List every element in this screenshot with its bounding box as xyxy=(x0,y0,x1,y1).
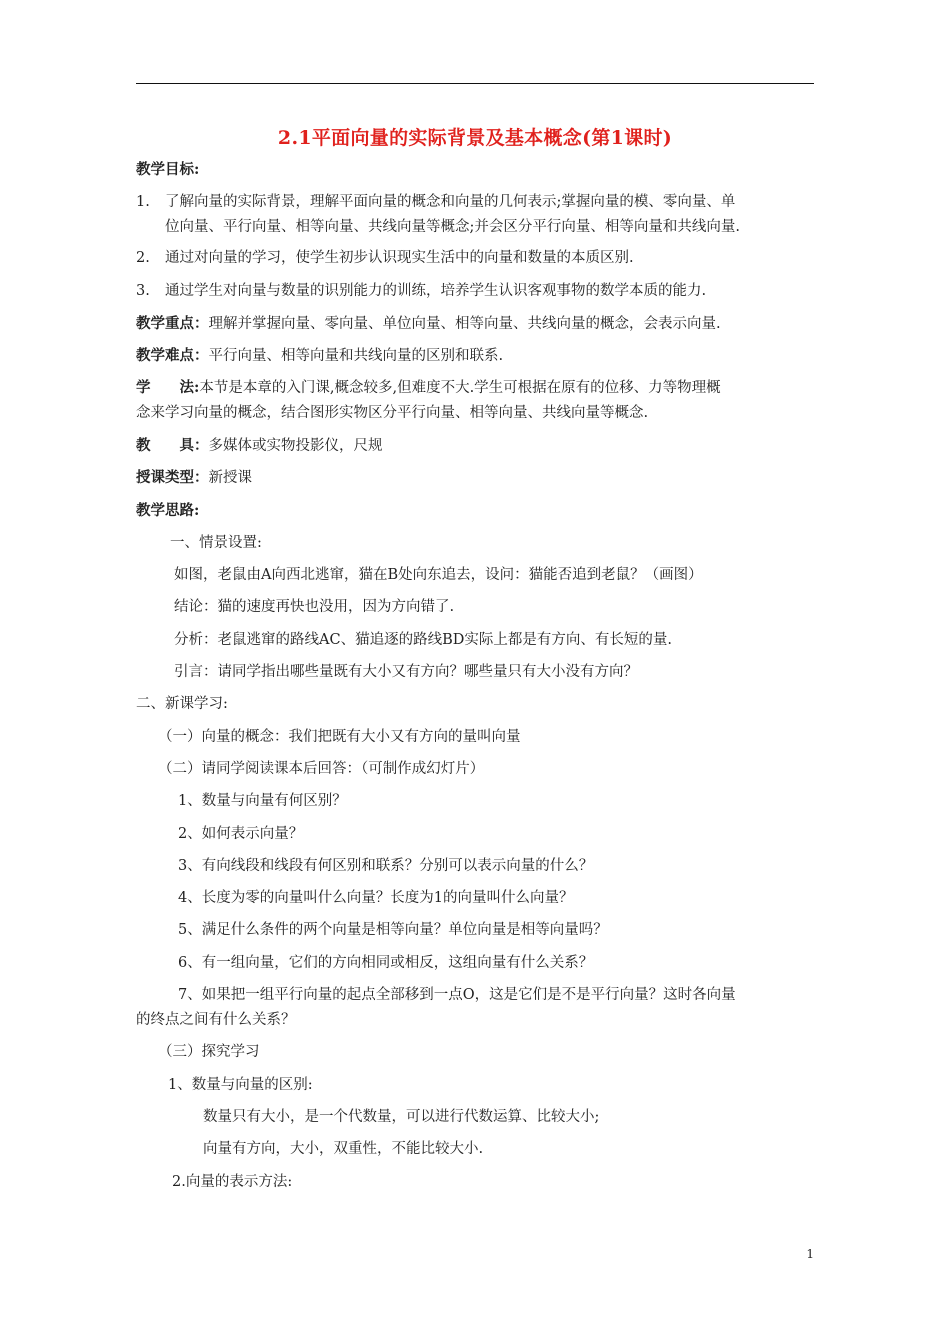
goal-3 xyxy=(136,281,706,301)
goal-1-line-1 xyxy=(136,192,735,212)
section-1-paragraph-3: 分析：老鼠逃窜的路线AC、猫追逐的路线BD实际上都是有方向、有长短的量. xyxy=(174,632,672,648)
explore-2: 2.向量的表示方法: xyxy=(172,1174,293,1190)
page-title: 2.1平面向量的实际背景及基本概念(第1课时) xyxy=(277,127,673,149)
question-5: 5、满足什么条件的两个向量是相等向量？单位向量是相等向量吗？ xyxy=(178,922,608,938)
explore-1-point-a: 数量只有大小，是一个代数量，可以进行代数运算、比较大小; xyxy=(203,1109,600,1125)
thinking-heading: 教学思路: xyxy=(136,502,200,519)
goal-1-number: 1. xyxy=(136,194,150,210)
section-1-paragraph-2: 结论：猫的速度再快也没用，因为方向错了. xyxy=(174,599,455,615)
tools-text: 多媒体或实物投影仪，尺规 xyxy=(208,438,383,454)
question-7-line-1: 7、如果把一组平行向量的起点全部移到一点O，这是它们是不是平行向量？这时各向量 xyxy=(178,987,736,1003)
goals-heading: 教学目标: xyxy=(136,161,200,178)
method-text-1: 本节是本章的入门课,概念较多,但难度不大.学生可根据在原有的位移、力等物理概 xyxy=(199,380,721,396)
question-4: 4、长度为零的向量叫什么向量？长度为1的向量叫什么向量？ xyxy=(178,890,574,906)
explore-1: 1、数量与向量的区别: xyxy=(168,1077,313,1093)
goal-2-text: 通过对向量的学习，使学生初步认识现实生活中的向量和数量的本质区别. xyxy=(165,250,634,266)
lesson-type-label: 授课类型 xyxy=(136,469,194,486)
page-number: 1 xyxy=(806,1247,814,1261)
tools-label: 教 具 xyxy=(136,437,194,454)
key-points-label: 教学重点 xyxy=(136,315,194,332)
goal-2-number: 2. xyxy=(136,250,150,266)
tools: 教 具：多媒体或实物投影仪，尺规 xyxy=(136,437,383,454)
key-points-text: 理解并掌握向量、零向量、单位向量、相等向量、共线向量的概念，会表示向量. xyxy=(208,316,721,332)
goal-1-line-2: 位向量、平行向量、相等向量、共线向量等概念;并会区分平行向量、相等向量和共线向量. xyxy=(165,219,740,235)
section-1-paragraph-1: 如图，老鼠由A向西北逃窜，猫在B处向东追去，设问：猫能否追到老鼠？（画图） xyxy=(174,567,703,583)
section-1-paragraph-4: 引言：请同学指出哪些量既有大小又有方向？哪些量只有大小没有方向？ xyxy=(174,664,638,680)
subsection-2: （二）请同学阅读课本后回答：（可制作成幻灯片） xyxy=(158,761,485,777)
subsection-3: （三）探究学习 xyxy=(158,1044,260,1060)
method-label: 学 法 xyxy=(136,379,194,396)
lesson-type: 授课类型：新授课 xyxy=(136,469,252,486)
section-2-heading: 二、新课学习: xyxy=(136,696,228,712)
difficulty-label: 教学难点 xyxy=(136,347,194,364)
key-points: 教学重点：理解并掌握向量、零向量、单位向量、相等向量、共线向量的概念，会表示向量. xyxy=(136,315,721,332)
explore-1-point-b: 向量有方向，大小，双重性，不能比较大小. xyxy=(203,1141,484,1157)
goal-1-text: 了解向量的实际背景，理解平面向量的概念和向量的几何表示;掌握向量的模、零向量、单 xyxy=(165,194,736,210)
question-1: 1、数量与向量有何区别？ xyxy=(178,793,347,809)
difficulty: 教学难点：平行向量、相等向量和共线向量的区别和联系. xyxy=(136,347,504,364)
question-6: 6、有一组向量，它们的方向相同或相反，这组向量有什么关系？ xyxy=(178,955,594,971)
difficulty-text: 平行向量、相等向量和共线向量的区别和联系. xyxy=(208,348,504,364)
question-2: 2、如何表示向量？ xyxy=(178,826,304,842)
method-line-2: 念来学习向量的概念，结合图形实物区分平行向量、相等向量、共线向量等概念. xyxy=(136,405,649,421)
section-1-heading: 一、情景设置: xyxy=(170,535,262,551)
subsection-1: （一）向量的概念：我们把既有大小又有方向的量叫向量 xyxy=(158,729,521,745)
question-7-line-2: 的终点之间有什么关系？ xyxy=(136,1012,296,1028)
lesson-type-text: 新授课 xyxy=(208,470,252,486)
question-3: 3、有向线段和线段有何区别和联系？分别可以表示向量的什么？ xyxy=(178,858,594,874)
goal-2 xyxy=(136,248,634,268)
method-line-1: 学 法:本节是本章的入门课,概念较多,但难度不大.学生可根据在原有的位移、力等物理概 xyxy=(136,379,721,396)
goal-3-number: 3. xyxy=(136,283,150,299)
goal-3-text: 通过学生对向量与数量的识别能力的训练，培养学生认识客观事物的数学本质的能力. xyxy=(165,283,707,299)
header-rule xyxy=(136,83,814,84)
